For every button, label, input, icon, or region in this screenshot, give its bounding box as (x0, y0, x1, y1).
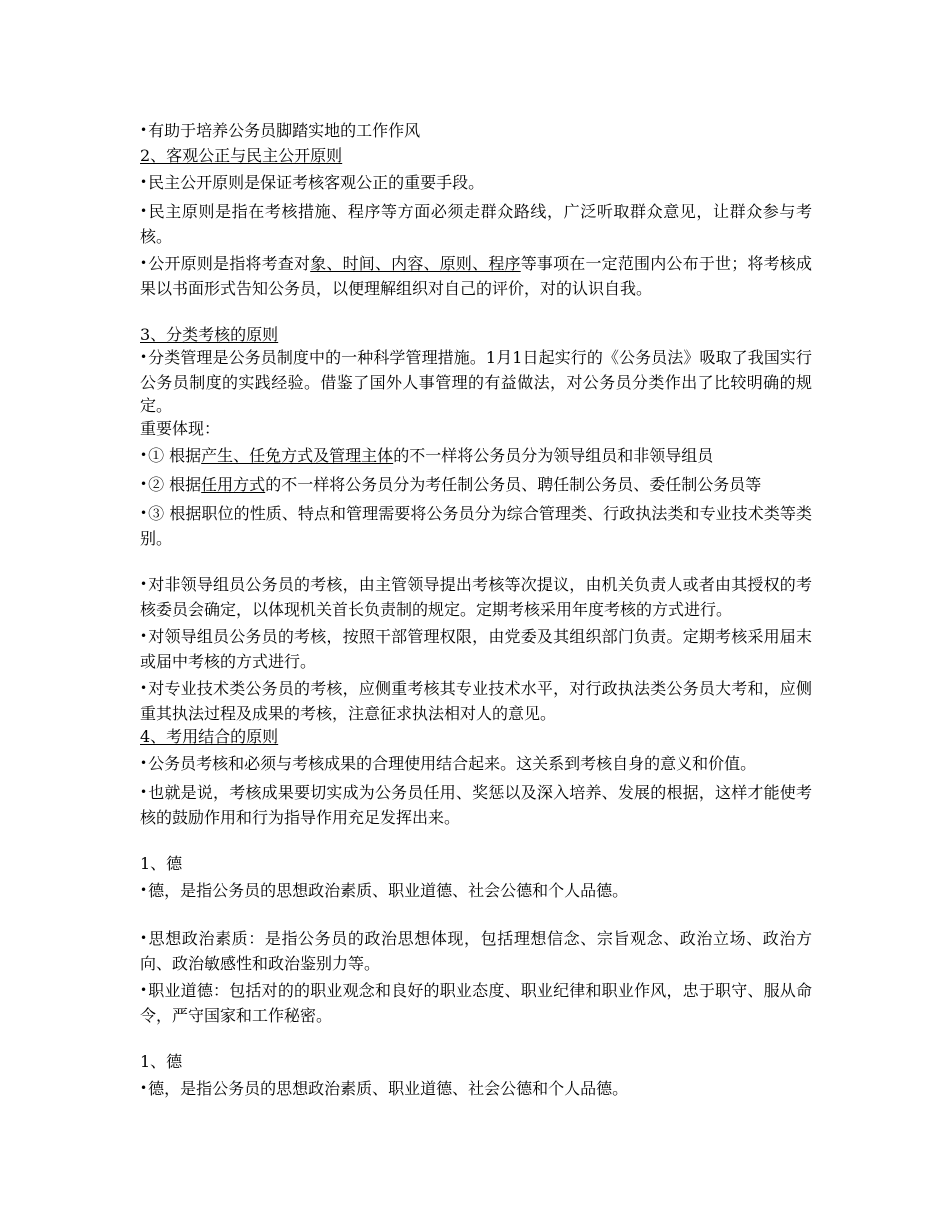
bullet-icon: • (140, 785, 148, 799)
paragraph-text: 等事项在一定范围内公布于世；将考核成果以书面形式告知公务员，以便理解组织对自己的评价，对的认识自我。 (140, 254, 812, 298)
blank-line (140, 300, 812, 323)
bullet-icon: • (140, 350, 148, 364)
bullet-icon: • (140, 931, 148, 945)
paragraph-text: 对专业技术类公务员的考核，应侧重考核其专业技术水平，对行政执法类公务员大考和，应侧重其执法过程及成果的考核，注意征求执法相对人的意见。 (140, 679, 812, 723)
blank-line (140, 904, 812, 927)
paragraph-text: 公务员考核和必须与考核成果的合理使用结合起来。这关系到考核自身的意义和价值。 (148, 754, 757, 773)
bullet-icon: • (140, 506, 148, 520)
bullet-icon: • (140, 448, 148, 462)
bullet-icon: • (140, 1081, 148, 1095)
bullet-paragraph (140, 444, 812, 469)
paragraph-text: ③ 根据职位的性质、特点和管理需要将公务员分为综合管理类、行政执法类和专业技术类等类别。 (140, 504, 812, 548)
section-heading: 3、分类考核的原则 (140, 325, 279, 344)
bullet-paragraph (140, 781, 812, 829)
bullet-paragraph (140, 171, 812, 196)
bullet-icon: • (140, 629, 148, 643)
paragraph-text: 对领导组员公务员的考核，按照干部管理权限，由党委及其组织部门负责。定期考核采用届末或届中考核的方式进行。 (140, 627, 812, 671)
blank-line (140, 829, 812, 852)
bullet-paragraph (140, 252, 812, 300)
bullet-icon: • (140, 175, 148, 189)
paragraph-text: 公开原则是指将考查对 (148, 254, 311, 273)
paragraph-text: 思想政治素质：是指公务员的政治思想体现，包括理想信念、宗旨观念、政治立场、政治方向、政治敏感性和政治鉴别力等。 (140, 929, 812, 973)
paragraph-text: 的不一样将公务员分为考任制公务员、聘任制公务员、委任制公务员等 (265, 475, 762, 494)
paragraph-text: ① 根据 (148, 446, 202, 465)
paragraph-text: 对非领导组员公务员的考核，由主管领导提出考核等次提议，由机关负责人或者由其授权的考核委员会确定，以体现机关首长负责制的规定。定期考核采用年度考核的方式进行。 (140, 575, 812, 619)
underlined-text: 产生、任免方式及管理主体 (201, 446, 394, 465)
bullet-paragraph (140, 200, 812, 248)
paragraph-text: 德，是指公务员的思想政治素质、职业道德、社会公德和个人品德。 (148, 881, 629, 900)
bullet-icon: • (140, 256, 148, 270)
bullet-icon: • (140, 983, 148, 997)
underlined-text: 象、时间、内容、原则、程序 (310, 254, 521, 273)
bullet-paragraph (140, 677, 812, 725)
bullet-paragraph (140, 573, 812, 621)
section-heading: 1、德 (140, 854, 183, 873)
bullet-paragraph (140, 979, 812, 1027)
paragraph-text: 民主公开原则是保证考核客观公正的重要手段。 (148, 173, 485, 192)
bullet-paragraph (140, 879, 812, 904)
section-heading: 4、考用结合的原则 (140, 727, 279, 746)
bullet-icon: • (140, 756, 148, 770)
bullet-icon: • (140, 577, 148, 591)
bullet-paragraph (140, 473, 812, 498)
blank-line (140, 550, 812, 573)
bullet-paragraph (140, 119, 812, 144)
bullet-paragraph (140, 346, 812, 417)
paragraph: 重要体现： (140, 419, 221, 438)
paragraph-text: 也就是说，考核成果要切实成为公务员任用、奖惩以及深入培养、发展的根据，这样才能使考核的鼓励作用和行为指导作用充足发挥出来。 (140, 783, 812, 827)
bullet-icon: • (140, 883, 148, 897)
paragraph-text: ② 根据 (148, 475, 202, 494)
section-heading: 2、客观公正与民主公开原则 (140, 146, 343, 165)
document-page (140, 119, 812, 1102)
bullet-icon: • (140, 204, 148, 218)
bullet-icon: • (140, 681, 148, 695)
paragraph-text: 分类管理是公务员制度中的一种科学管理措施。1月1日起实行的《公务员法》吸取了我国实行公务员制度的实践经验。借鉴了国外人事管理的有益做法，对公务员分类作出了比较明确的规定。 (140, 348, 812, 415)
bullet-paragraph (140, 1077, 812, 1102)
section-heading: 1、德 (140, 1052, 183, 1071)
paragraph-text: 民主原则是指在考核措施、程序等方面必须走群众路线，广泛听取群众意见，让群众参与考核。 (140, 202, 812, 246)
bullet-paragraph (140, 502, 812, 550)
bullet-icon: • (140, 123, 148, 137)
paragraph-text: 有助于培养公务员脚踏实地的工作作风 (148, 121, 421, 140)
blank-line (140, 1027, 812, 1050)
paragraph-text: 职业道德：包括对的的职业观念和良好的职业态度、职业纪律和职业作风，忠于职守、服从命令，严守国家和工作秘密。 (140, 981, 812, 1025)
bullet-icon: • (140, 477, 148, 491)
paragraph-text: 的不一样将公务员分为领导组员和非领导组员 (393, 446, 714, 465)
bullet-paragraph (140, 625, 812, 673)
underlined-text: 任用方式 (201, 475, 266, 494)
bullet-paragraph (140, 752, 812, 777)
paragraph-text: 德，是指公务员的思想政治素质、职业道德、社会公德和个人品德。 (148, 1079, 629, 1098)
bullet-paragraph (140, 927, 812, 975)
